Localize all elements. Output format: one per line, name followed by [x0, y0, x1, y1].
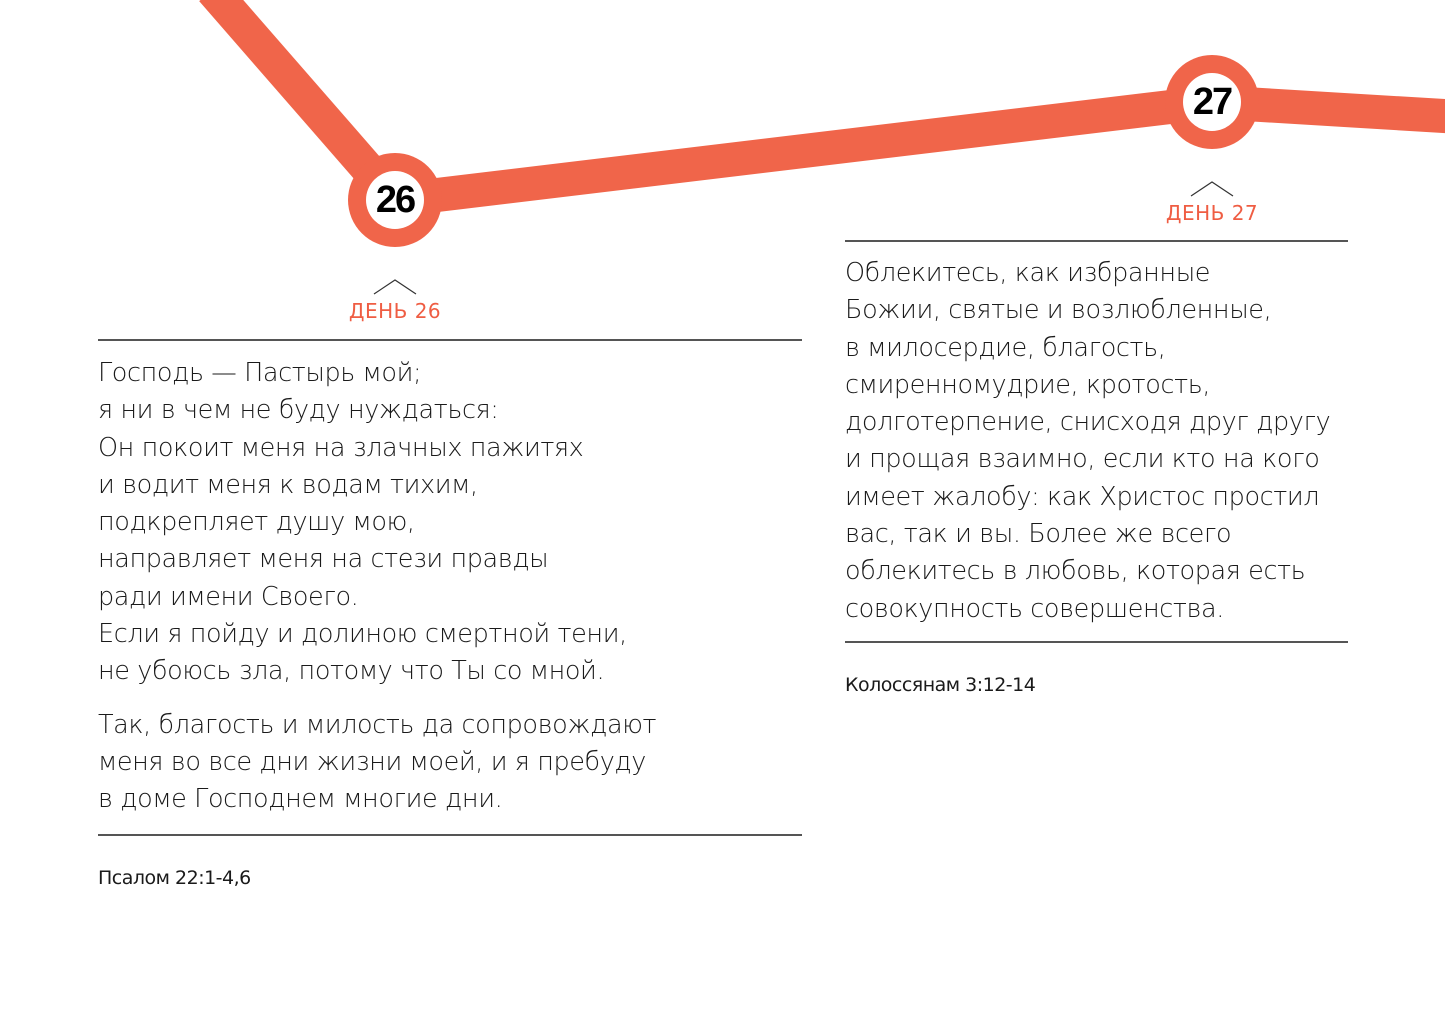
verse-line: меня во все дни жизни моей, и я пребуду — [98, 746, 646, 777]
verse-line: Если я пойду и долиною смертной тени, — [98, 619, 627, 650]
verse-line: подкрепляет душу мою, — [98, 507, 415, 538]
verse-line: не убоюсь зла, потому что Ты со мной. — [98, 656, 605, 687]
verse-line: и водит меня к водам тихим, — [98, 469, 478, 500]
verse-line: имеет жалобу: как Христос простил — [845, 481, 1320, 512]
day-27-verse — [845, 255, 1330, 628]
day-26-verse — [98, 355, 656, 819]
verse-line: в милосердие, благость, — [845, 332, 1166, 363]
verse-line: Божии, святые и возлюбленные, — [845, 295, 1272, 326]
day-26-label: ДЕНЬ 26 — [348, 299, 442, 323]
verse-line: Господь — Пастырь мой; — [98, 358, 422, 388]
day-27-node-number: 27 — [1192, 80, 1232, 123]
verse-paragraph — [98, 355, 656, 691]
verse-paragraph — [98, 707, 656, 819]
verse-line: Облекитесь, как избранные — [845, 258, 1211, 288]
caret-up-icon — [1189, 180, 1235, 198]
verse-line: совокупность совершенства. — [845, 593, 1224, 624]
day-27-bottom-rule — [845, 641, 1348, 643]
verse-line: вас, так и вы. Более же всего — [845, 519, 1232, 550]
day-26-reference: Псалом 22:1-4,6 — [98, 867, 251, 889]
day-27-top-rule — [845, 240, 1348, 242]
verse-line: Он покоит меня на злачных пажитях — [98, 432, 584, 463]
day-27-marker — [1152, 180, 1272, 225]
verse-line: направляет меня на стези правды — [98, 544, 549, 575]
day-27-label: ДЕНЬ 27 — [1165, 201, 1259, 225]
verse-line: облекитесь в любовь, которая есть — [845, 556, 1306, 587]
verse-line: Так, благость и милость да сопровождают — [98, 709, 657, 740]
day-27-reference: Колоссянам 3:12-14 — [845, 674, 1036, 696]
verse-line: и прощая взаимно, если кто на кого — [845, 444, 1320, 475]
verse-line: я ни в чем не буду нуждаться: — [98, 395, 499, 426]
day-26-node-number: 26 — [375, 178, 415, 221]
caret-up-icon — [372, 278, 418, 296]
verse-line: ради имени Своего. — [98, 581, 359, 612]
verse-line: смиренномудрие, кротость, — [845, 369, 1211, 400]
day-26-top-rule — [98, 339, 802, 341]
day-26-bottom-rule — [98, 834, 802, 836]
day-26-marker — [335, 278, 455, 323]
verse-line: в доме Господнем многие дни. — [98, 784, 503, 815]
verse-line: долготерпение, снисходя друг другу — [845, 407, 1331, 438]
verse-paragraph — [845, 255, 1330, 628]
